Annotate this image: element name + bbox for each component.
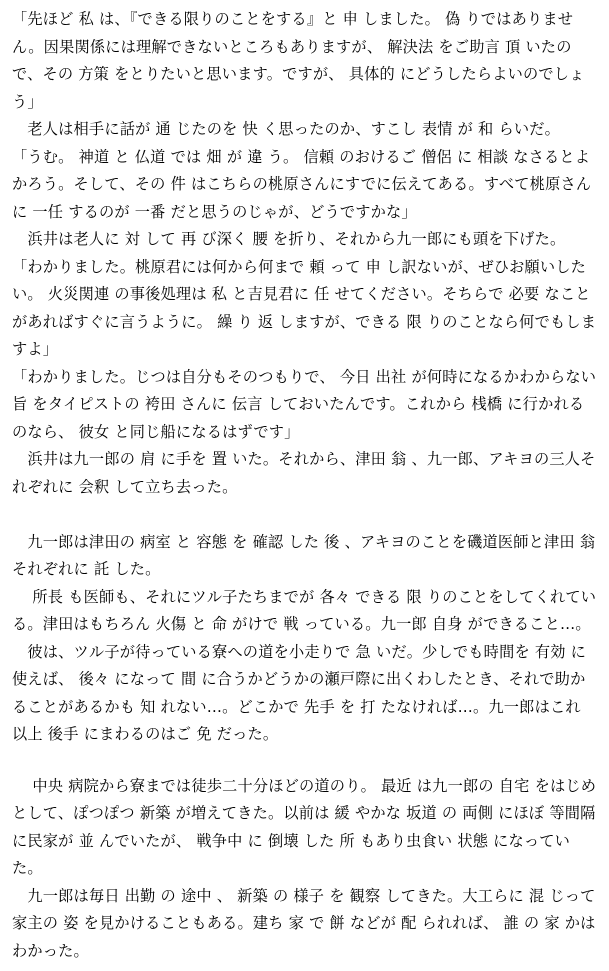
- paragraph: 老人は相手に話が 通 じたのを 快 く思ったのか、すこし 表情 が 和 らいだ。: [12, 120, 561, 138]
- paragraph: 「わかりました。じつは自分もそのつもりで、 今日 出社 が何時になるかわからない 旨 をタイピストの 袴田 さんに 伝言 しておいたんです。これから 桟橋 に行かれるのなら、 彼女 と同じ船になるはずです」: [12, 367, 597, 441]
- paragraph: 浜井は老人に 対 して 再 び深く 腰 を折り、それから九一郎にも頭を下げた。: [12, 230, 566, 248]
- section-break: [12, 749, 599, 773]
- paragraph: 九一郎は津田の 病室 と 容態 を 確認 した 後 、アキヨのことを磯道医師と津田 翁 それぞれに 託 した。: [12, 532, 596, 578]
- section-1: [12, 6, 599, 501]
- paragraph: 中央 病院から寮までは徒歩二十分ほどの道のり。 最近 は九一郎の 自宅 をはじめとして、ぽつぽつ 新築 が増えてきた。以前は 緩 やかな 坂道 の 両側 にほぼ 等間隔 に民家が 並 んでいたが、 戦争中 に 倒壊 した 所 もあり虫食い 状態 になっていた。: [12, 776, 597, 877]
- paragraph: 「先ほど 私 は、『できる限りのことをする』と 申 しました。 偽 りではありません。因果関係には理解できないところもありますが、 解決法 をご助言 頂 いたので、その 方策 をとりたいと思います。ですが、 具体的 にどうしたらよいのでしょう」: [12, 10, 585, 111]
- section-3: [12, 773, 599, 966]
- section-2: [12, 529, 599, 749]
- paragraph: 彼は、ツル子が待っている寮への道を小走りで 急 いだ。少しでも時間を 有効 に使えば、 後々 になって 間 に合うかどうかの瀬戸際に出くわしたとき、それで助かることがあるかも 知 れない…。どこかで 先手 を 打 たなければ…。九一郎はこれ 以上 後手 にまわるのはご 免 だった。: [12, 642, 587, 743]
- paragraph: 所長 も医師も、それにツル子たちまでが 各々 できる 限 りのことをしてくれている。津田はもちろん 火傷 と 命 がけで 戦 っている。九一郎 自身 ができること…。: [12, 587, 597, 633]
- section-break: [12, 501, 599, 529]
- paragraph: 九一郎は毎日 出勤 の 途中 、 新築 の 様子 を 観察 してきた。大工らに 混 じって家主の 姿 を見かけることもある。建ち 家 で 餅 などが 配 られれば、 誰 の 家 かはわかった。: [12, 886, 596, 960]
- paragraph: 「わかりました。桃原君には何から何まで 頼 って 申 し訳ないが、ぜひお願いしたい。 火災関連 の事後処理は 私 と吉見君に 任 せてください。そちらで 必要 なことがあればすぐに言うように。 繰 り 返 しますが、できる 限 りのことなら何でもしますよ」: [12, 257, 597, 358]
- paragraph: 浜井は九一郎の 肩 に手を 置 いた。それから、津田 翁 、九一郎、アキヨの三人それぞれに 会釈 して立ち去った。: [12, 450, 596, 496]
- paragraph: 「うむ。 神道 と 仏道 では 畑 が 違 う。 信頼 のおけるご 僧侶 に 相談 なさるとよかろう。そして、その 件 はこちらの桃原さんにすでに伝えてある。すべて桃原さんに 一任 するのが 一番 だと思うのじゃが、どうですかな」: [12, 147, 592, 221]
